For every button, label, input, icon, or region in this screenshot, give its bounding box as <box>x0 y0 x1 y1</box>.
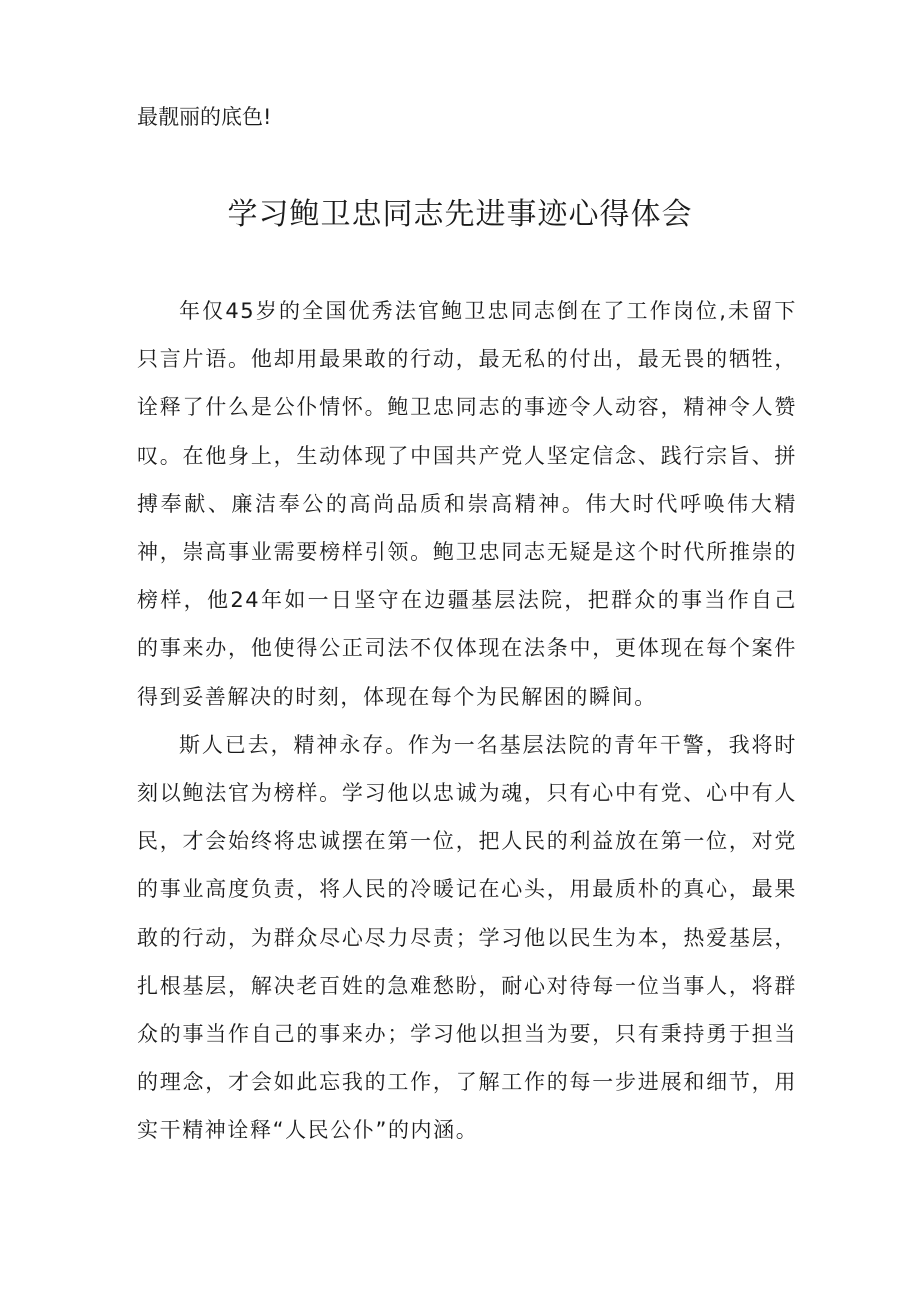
paragraph-1: 年仅45岁的全国优秀法官鲍卫忠同志倒在了工作岗位,未留下只言片语。他却用最果敢的行动，最无私的付出，最无畏的牺牲，诠释了什么是公仆情怀。鲍卫忠同志的事迹令人动容，精神令人赞叹。在他身上，生动体现了中国共产党人坚定信念、践行宗旨、拼搏奉献、廉洁奉公的高尚品质和崇高精神。伟大时代呼唤伟大精神，崇高事业需要榜样引领。鲍卫忠同志无疑是这个时代所推崇的榜样，他24年如一日坚守在边疆基层法院，把群众的事当作自己的事来办，他使得公正司法不仅体现在法条中，更体现在每个案件得到妥善解决的时刻，体现在每个为民解困的瞬间。 <box>137 299 797 709</box>
document-body <box>137 287 797 1155</box>
continuation-text: 最靓丽的底色! <box>137 105 272 129</box>
document-title: 学习鲍卫忠同志先进事迹心得体会 <box>227 197 693 232</box>
paragraph-2: 斯人已去，精神永存。作为一名基层法院的青年干警，我将时刻以鲍法官为榜样。学习他以忠诚为魂，只有心中有党、心中有人民，才会始终将忠诚摆在第一位，把人民的利益放在第一位，对党的事业高度负责，将人民的冷暖记在心头，用最质朴的真心，最果敢的行动，为群众尽心尽力尽责；学习他以民生为本，热爱基层，扎根基层，解决老百姓的急难愁盼，耐心对待每一位当事人，将群众的事当作自己的事来办；学习他以担当为要，只有秉持勇于担当的理念，才会如此忘我的工作，了解工作的每一步进展和细节，用实干精神诠释“人民公仆”的内涵。 <box>137 732 797 1143</box>
